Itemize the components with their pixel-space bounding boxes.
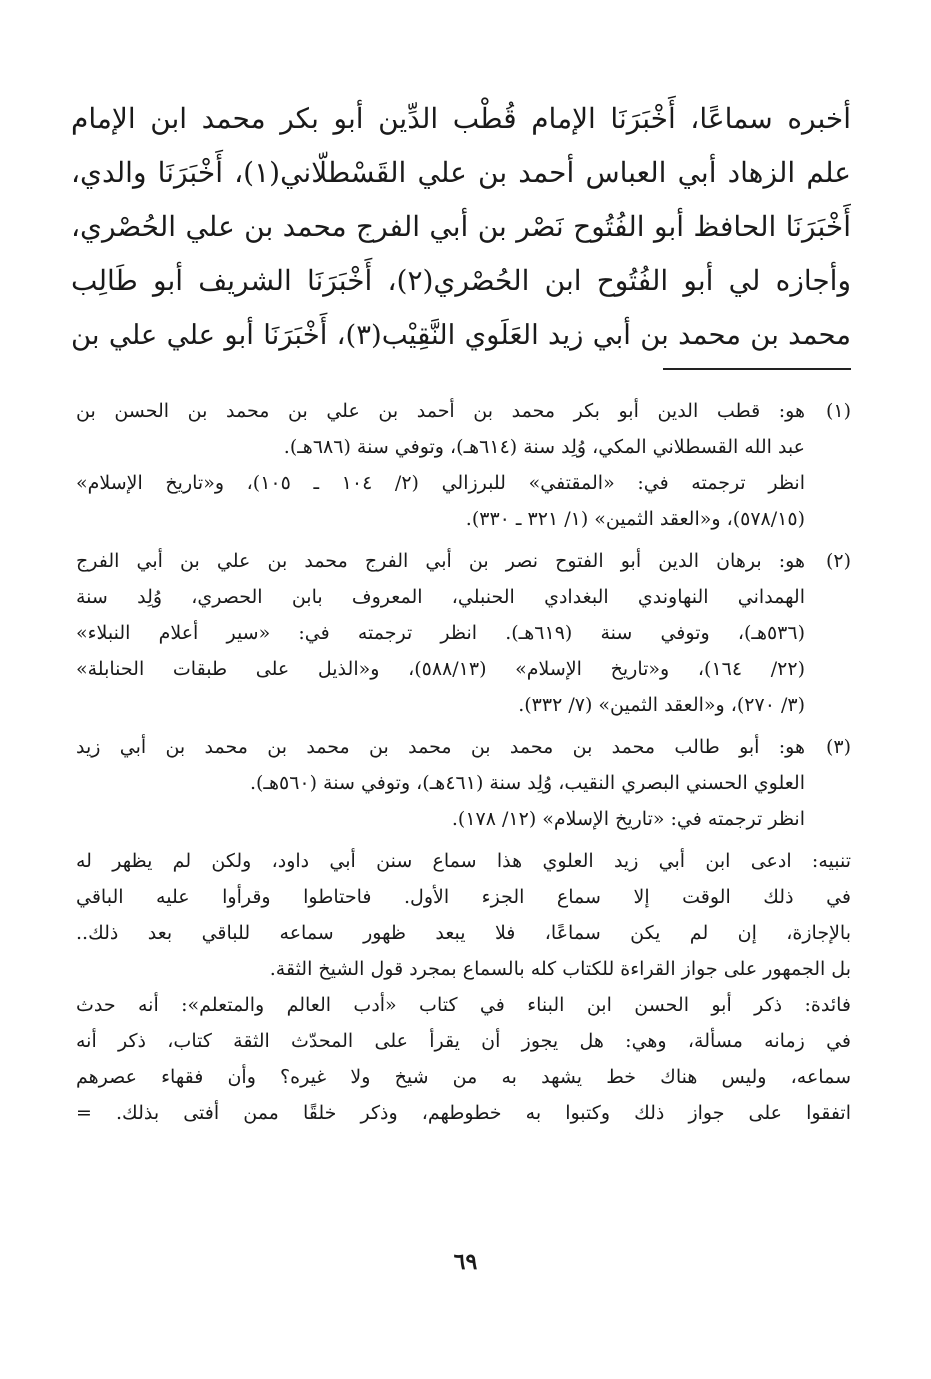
page-number: ٦٩	[453, 1249, 478, 1275]
footnote-2	[76, 543, 851, 723]
note-line: بالإجازة، إن لم يكن سماعًا، فلا يبعد ظهور سماعه للباقي بعد ذلك..	[76, 922, 851, 944]
main-text-line: وأجازه لي أبو الفُتُوح ابن الحُصْري(٢)، أَخْبَرَنَا الشريف أبو طَالِب	[71, 264, 851, 297]
footnote-line: هو: أبو طالب محمد بن محمد بن محمد بن محمد بن محمد بن أبي زيد	[76, 736, 805, 758]
footnote-separator	[663, 368, 851, 370]
footnote-line: (٥٧٨/١٥)، و«العقد الثمين» (١/ ٣٢١ ـ ٣٣٠).	[465, 508, 805, 530]
note-line: في زمانه مسألة، وهي: هل يجوز أن يقرأ على المحدّث الثقة كتاب، ذكر أنه	[76, 1030, 851, 1052]
footnote-1	[76, 393, 851, 537]
footnote-line: العلوي الحسني البصري النقيب، وُلِد سنة (٤٦١هـ)، وتوفي سنة (٥٦٠هـ).	[249, 772, 805, 794]
footnote-line: (٢٢/ ١٦٤)، و«تاريخ الإسلام» (٥٨٨/١٣)، و«الذيل على طبقات الحنابلة»	[76, 658, 805, 680]
footnote-number: (١)	[825, 400, 851, 422]
main-text-line: أخبره سماعًا، أَخْبَرَنَا الإمام قُطْب الدِّين أبو بكر محمد ابن الإمام	[71, 102, 851, 135]
main-text-line: محمد بن محمد بن أبي زيد العَلَوي النَّقِيْب(٣)، أَخْبَرَنَا أبو علي علي بن	[71, 319, 851, 351]
note-line: بل الجمهور على جواز القراءة للكتاب كله بالسماع بمجرد قول الشيخ الثقة.	[269, 958, 851, 980]
footnote-line: الهمداني النهاوندي البغدادي الحنبلي، المعروف بابن الحصري، وُلِد سنة	[76, 586, 805, 608]
note-line: اتفقوا على جواز ذلك وكتبوا به خطوطهم، وذكر خلقًا ممن أفتى بذلك. =	[76, 1102, 851, 1124]
main-text	[71, 92, 851, 362]
note-line: في ذلك الوقت إلا سماع الجزء الأول. فاحتاطوا وقرأوا عليه الباقي	[76, 886, 851, 908]
footnote-line: (٥٣٦هـ)، وتوفي سنة (٦١٩هـ). انظر ترجمته في: «سير أعلام النبلاء»	[76, 622, 805, 644]
note-line: فائدة: ذكر أبو الحسن ابن البناء في كتاب «أدب العالم والمتعلم»: أنه حدث	[76, 994, 851, 1016]
note-line: تنبيه: ادعى ابن أبي زيد العلوي هذا سماع سنن أبي داود، ولكن لم يظهر له	[76, 850, 851, 872]
footnote-line: انظر ترجمته في: «تاريخ الإسلام» (١٢/ ١٧٨).	[451, 808, 805, 830]
footnote-number: (٢)	[825, 550, 851, 572]
footnote-line: (٣/ ٢٧٠)، و«العقد الثمين» (٧/ ٣٣٢).	[518, 694, 805, 716]
note-line: سماعه، وليس هناك خط يشهد به من شيخ ولا غيره؟ وأن فقهاء عصرهم	[76, 1066, 851, 1088]
footnotes	[76, 393, 851, 1131]
footnote-line: عبد الله القسطلاني المكي، وُلِد سنة (٦١٤هـ)، وتوفي سنة (٦٨٦هـ).	[283, 436, 805, 458]
footnote-number: (٣)	[825, 736, 851, 758]
footnote-line: هو: قطب الدين أبو بكر محمد بن أحمد بن علي بن محمد بن الحسن بن	[76, 400, 805, 422]
footnote-3	[76, 729, 851, 837]
footnote-continuation	[76, 843, 851, 1131]
main-text-line: أَخْبَرَنَا الحافظ أبو الفُتُوح نَصْر بن أبي الفرج محمد بن علي الحُصْري،	[71, 210, 851, 243]
footnote-line: هو: برهان الدين أبو الفتوح نصر بن أبي الفرج محمد بن علي بن أبي الفرج	[76, 550, 805, 572]
footnote-line: انظر ترجمته في: «المقتفي» للبرزالي (٢/ ١٠٤ ـ ١٠٥)، و«تاريخ الإسلام»	[76, 472, 805, 494]
main-text-line: علم الزهاد أبي العباس أحمد بن علي القَسْطلّاني(١)، أَخْبَرَنَا والدي،	[71, 156, 851, 189]
